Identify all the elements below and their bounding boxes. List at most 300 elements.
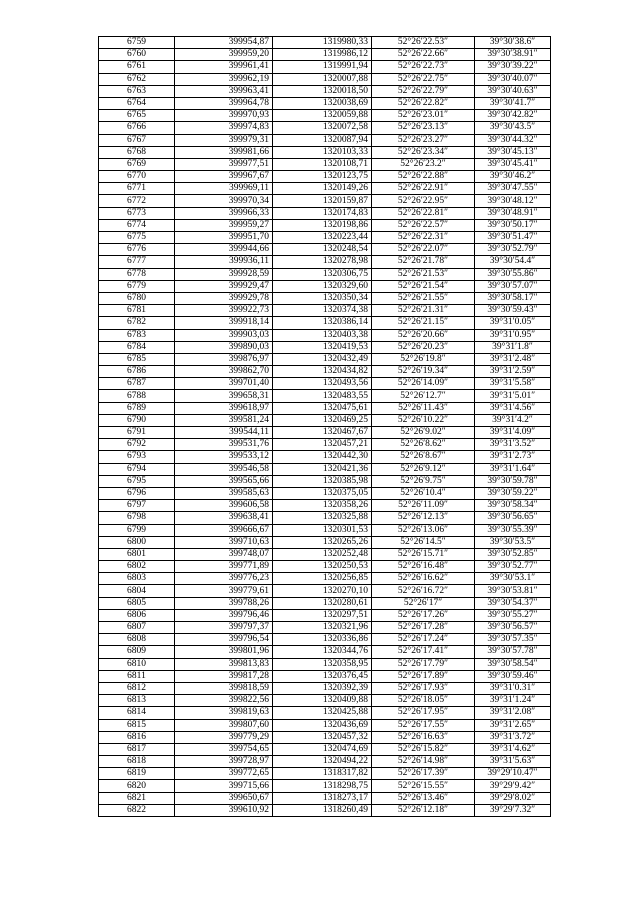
- table-row: [99, 756, 551, 768]
- x-coordinate-cell: 399779,29: [175, 731, 273, 743]
- table-row: [99, 439, 551, 451]
- latitude-cell: 52°26′19.8″: [372, 353, 475, 365]
- point-number-cell: 6802: [99, 561, 175, 573]
- y-coordinate-cell: 1320159,87: [273, 195, 372, 207]
- table-row: [99, 232, 551, 244]
- point-number-cell: 6791: [99, 427, 175, 439]
- point-number-cell: 6819: [99, 768, 175, 780]
- table-row: [99, 268, 551, 280]
- table-row: [99, 512, 551, 524]
- longitude-cell: 39°30′57.35″: [475, 634, 551, 646]
- longitude-cell: 39°31′1.24″: [475, 695, 551, 707]
- longitude-cell: 39°30′47.55″: [475, 183, 551, 195]
- point-number-cell: 6786: [99, 366, 175, 378]
- table-row: [99, 780, 551, 792]
- longitude-cell: 39°31′1.8″: [475, 341, 551, 353]
- table-row: [99, 244, 551, 256]
- y-coordinate-cell: 1320434,82: [273, 366, 372, 378]
- y-coordinate-cell: 1320376,45: [273, 670, 372, 682]
- table-row: [99, 414, 551, 426]
- x-coordinate-cell: 399970,93: [175, 110, 273, 122]
- longitude-cell: 39°30′59.78″: [475, 475, 551, 487]
- latitude-cell: 52°26′17.24″: [372, 634, 475, 646]
- y-coordinate-cell: 1320108,71: [273, 158, 372, 170]
- y-coordinate-cell: 1318298,75: [273, 780, 372, 792]
- x-coordinate-cell: 399822,56: [175, 695, 273, 707]
- latitude-cell: 52°26′19.34″: [372, 366, 475, 378]
- longitude-cell: 39°30′38.91″: [475, 49, 551, 61]
- latitude-cell: 52°26′10.4″: [372, 487, 475, 499]
- x-coordinate-cell: 399650,67: [175, 792, 273, 804]
- latitude-cell: 52°26′10.22″: [372, 414, 475, 426]
- latitude-cell: 52°26′23.2″: [372, 158, 475, 170]
- y-coordinate-cell: 1319980,33: [273, 37, 372, 49]
- table-row: [99, 427, 551, 439]
- longitude-cell: 39°30′53.1″: [475, 573, 551, 585]
- point-number-cell: 6789: [99, 402, 175, 414]
- y-coordinate-cell: 1320442,30: [273, 451, 372, 463]
- y-coordinate-cell: 1320252,48: [273, 548, 372, 560]
- latitude-cell: 52°26′18.05″: [372, 695, 475, 707]
- y-coordinate-cell: 1320270,10: [273, 585, 372, 597]
- latitude-cell: 52°26′20.23″: [372, 341, 475, 353]
- table-row: [99, 597, 551, 609]
- x-coordinate-cell: 399974,83: [175, 122, 273, 134]
- point-number-cell: 6816: [99, 731, 175, 743]
- table-row: [99, 195, 551, 207]
- x-coordinate-cell: 399979,31: [175, 134, 273, 146]
- y-coordinate-cell: 1320278,98: [273, 256, 372, 268]
- point-number-cell: 6820: [99, 780, 175, 792]
- table-row: [99, 73, 551, 85]
- latitude-cell: 52°26′13.46″: [372, 792, 475, 804]
- longitude-cell: 39°31′5.58″: [475, 378, 551, 390]
- x-coordinate-cell: 399876,97: [175, 353, 273, 365]
- y-coordinate-cell: 1320038,69: [273, 97, 372, 109]
- longitude-cell: 39°31′2.48″: [475, 353, 551, 365]
- point-number-cell: 6817: [99, 743, 175, 755]
- longitude-cell: 39°31′2.65″: [475, 719, 551, 731]
- latitude-cell: 52°26′16.72″: [372, 585, 475, 597]
- x-coordinate-cell: 399658,31: [175, 390, 273, 402]
- longitude-cell: 39°29′8.02″: [475, 792, 551, 804]
- point-number-cell: 6772: [99, 195, 175, 207]
- longitude-cell: 39°30′46.2″: [475, 171, 551, 183]
- latitude-cell: 52°26′17.39″: [372, 768, 475, 780]
- x-coordinate-cell: 399929,47: [175, 280, 273, 292]
- x-coordinate-cell: 399728,97: [175, 756, 273, 768]
- table-row: [99, 670, 551, 682]
- y-coordinate-cell: 1320493,56: [273, 378, 372, 390]
- y-coordinate-cell: 1320358,26: [273, 500, 372, 512]
- x-coordinate-cell: 399748,07: [175, 548, 273, 560]
- point-number-cell: 6787: [99, 378, 175, 390]
- x-coordinate-cell: 399862,70: [175, 366, 273, 378]
- y-coordinate-cell: 1318260,49: [273, 804, 372, 816]
- latitude-cell: 52°26′14.98″: [372, 756, 475, 768]
- y-coordinate-cell: 1320374,38: [273, 305, 372, 317]
- x-coordinate-cell: 399961,41: [175, 61, 273, 73]
- table-row: [99, 366, 551, 378]
- table-row: [99, 695, 551, 707]
- y-coordinate-cell: 1320018,50: [273, 85, 372, 97]
- y-coordinate-cell: 1320329,60: [273, 280, 372, 292]
- point-number-cell: 6806: [99, 609, 175, 621]
- point-number-cell: 6766: [99, 122, 175, 134]
- x-coordinate-cell: 399819,63: [175, 707, 273, 719]
- table-row: [99, 500, 551, 512]
- latitude-cell: 52°26′12.18″: [372, 804, 475, 816]
- y-coordinate-cell: 1320325,88: [273, 512, 372, 524]
- point-number-cell: 6775: [99, 232, 175, 244]
- x-coordinate-cell: 399929,78: [175, 292, 273, 304]
- longitude-cell: 39°31′4.62″: [475, 743, 551, 755]
- latitude-cell: 52°26′17.93″: [372, 682, 475, 694]
- longitude-cell: 39°30′54.37″: [475, 597, 551, 609]
- x-coordinate-cell: 399936,11: [175, 256, 273, 268]
- x-coordinate-cell: 399962,19: [175, 73, 273, 85]
- longitude-cell: 39°30′50.17″: [475, 219, 551, 231]
- table-row: [99, 524, 551, 536]
- longitude-cell: 39°31′1.64″: [475, 463, 551, 475]
- longitude-cell: 39°30′56.65″: [475, 512, 551, 524]
- longitude-cell: 39°31′5.01″: [475, 390, 551, 402]
- point-number-cell: 6794: [99, 463, 175, 475]
- y-coordinate-cell: 1320344,76: [273, 646, 372, 658]
- table-row: [99, 305, 551, 317]
- y-coordinate-cell: 1318273,17: [273, 792, 372, 804]
- x-coordinate-cell: 399967,67: [175, 171, 273, 183]
- latitude-cell: 52°26′9.75″: [372, 475, 475, 487]
- x-coordinate-cell: 399531,76: [175, 439, 273, 451]
- latitude-cell: 52°26′23.01″: [372, 110, 475, 122]
- point-number-cell: 6779: [99, 280, 175, 292]
- latitude-cell: 52°26′21.31″: [372, 305, 475, 317]
- table-row: [99, 475, 551, 487]
- x-coordinate-cell: 399969,11: [175, 183, 273, 195]
- point-number-cell: 6793: [99, 451, 175, 463]
- y-coordinate-cell: 1320007,88: [273, 73, 372, 85]
- longitude-cell: 39°30′58.54″: [475, 658, 551, 670]
- y-coordinate-cell: 1320386,14: [273, 317, 372, 329]
- table-row: [99, 548, 551, 560]
- y-coordinate-cell: 1320457,21: [273, 439, 372, 451]
- table-row: [99, 536, 551, 548]
- longitude-cell: 39°30′53.5″: [475, 536, 551, 548]
- latitude-cell: 52°26′22.95″: [372, 195, 475, 207]
- table-row: [99, 207, 551, 219]
- point-number-cell: 6783: [99, 329, 175, 341]
- point-number-cell: 6769: [99, 158, 175, 170]
- y-coordinate-cell: 1320336,86: [273, 634, 372, 646]
- longitude-cell: 39°29′7.32″: [475, 804, 551, 816]
- latitude-cell: 52°26′22.82″: [372, 97, 475, 109]
- y-coordinate-cell: 1320385,98: [273, 475, 372, 487]
- table-row: [99, 280, 551, 292]
- table-row: [99, 85, 551, 97]
- x-coordinate-cell: 399638,41: [175, 512, 273, 524]
- longitude-cell: 39°31′2.59″: [475, 366, 551, 378]
- longitude-cell: 39°30′51.47″: [475, 232, 551, 244]
- longitude-cell: 39°31′3.52″: [475, 439, 551, 451]
- table-row: [99, 219, 551, 231]
- table-row: [99, 402, 551, 414]
- latitude-cell: 52°26′15.71″: [372, 548, 475, 560]
- y-coordinate-cell: 1320483,55: [273, 390, 372, 402]
- longitude-cell: 39°30′48.91″: [475, 207, 551, 219]
- point-number-cell: 6765: [99, 110, 175, 122]
- latitude-cell: 52°26′13.06″: [372, 524, 475, 536]
- y-coordinate-cell: 1320123,75: [273, 171, 372, 183]
- latitude-cell: 52°26′22.91″: [372, 183, 475, 195]
- latitude-cell: 52°26′8.67″: [372, 451, 475, 463]
- latitude-cell: 52°26′12.13″: [372, 512, 475, 524]
- y-coordinate-cell: 1320350,34: [273, 292, 372, 304]
- x-coordinate-cell: 399813,83: [175, 658, 273, 670]
- latitude-cell: 52°26′22.88″: [372, 171, 475, 183]
- latitude-cell: 52°26′22.81″: [372, 207, 475, 219]
- table-row: [99, 622, 551, 634]
- x-coordinate-cell: 399903,03: [175, 329, 273, 341]
- point-number-cell: 6773: [99, 207, 175, 219]
- latitude-cell: 52°26′17.28″: [372, 622, 475, 634]
- latitude-cell: 52°26′22.79″: [372, 85, 475, 97]
- x-coordinate-cell: 399544,11: [175, 427, 273, 439]
- point-number-cell: 6798: [99, 512, 175, 524]
- table-row: [99, 378, 551, 390]
- point-number-cell: 6822: [99, 804, 175, 816]
- y-coordinate-cell: 1320248,54: [273, 244, 372, 256]
- longitude-cell: 39°31′4.09″: [475, 427, 551, 439]
- longitude-cell: 39°30′40.07″: [475, 73, 551, 85]
- table-row: [99, 634, 551, 646]
- longitude-cell: 39°31′4.2″: [475, 414, 551, 426]
- x-coordinate-cell: 399922,73: [175, 305, 273, 317]
- x-coordinate-cell: 399788,26: [175, 597, 273, 609]
- y-coordinate-cell: 1320425,88: [273, 707, 372, 719]
- point-number-cell: 6792: [99, 439, 175, 451]
- x-coordinate-cell: 399772,65: [175, 768, 273, 780]
- point-number-cell: 6803: [99, 573, 175, 585]
- y-coordinate-cell: 1320280,61: [273, 597, 372, 609]
- y-coordinate-cell: 1320174,83: [273, 207, 372, 219]
- point-number-cell: 6818: [99, 756, 175, 768]
- table-row: [99, 97, 551, 109]
- longitude-cell: 39°31′5.63″: [475, 756, 551, 768]
- table-row: [99, 463, 551, 475]
- point-number-cell: 6762: [99, 73, 175, 85]
- x-coordinate-cell: 399710,63: [175, 536, 273, 548]
- longitude-cell: 39°31′0.05″: [475, 317, 551, 329]
- longitude-cell: 39°29′10.47″: [475, 768, 551, 780]
- point-number-cell: 6809: [99, 646, 175, 658]
- longitude-cell: 39°30′53.81″: [475, 585, 551, 597]
- coordinates-table: [98, 36, 551, 817]
- point-number-cell: 6795: [99, 475, 175, 487]
- x-coordinate-cell: 399817,28: [175, 670, 273, 682]
- y-coordinate-cell: 1320265,26: [273, 536, 372, 548]
- y-coordinate-cell: 1319986,12: [273, 49, 372, 61]
- longitude-cell: 39°31′4.56″: [475, 402, 551, 414]
- longitude-cell: 39°30′52.77″: [475, 561, 551, 573]
- latitude-cell: 52°26′11.43″: [372, 402, 475, 414]
- y-coordinate-cell: 1320306,75: [273, 268, 372, 280]
- y-coordinate-cell: 1319991,94: [273, 61, 372, 73]
- y-coordinate-cell: 1320474,69: [273, 743, 372, 755]
- point-number-cell: 6788: [99, 390, 175, 402]
- point-number-cell: 6764: [99, 97, 175, 109]
- table-row: [99, 719, 551, 731]
- latitude-cell: 52°26′11.09″: [372, 500, 475, 512]
- y-coordinate-cell: 1320321,96: [273, 622, 372, 634]
- table-row: [99, 37, 551, 49]
- y-coordinate-cell: 1320494,22: [273, 756, 372, 768]
- point-number-cell: 6813: [99, 695, 175, 707]
- longitude-cell: 39°30′54.4″: [475, 256, 551, 268]
- point-number-cell: 6776: [99, 244, 175, 256]
- latitude-cell: 52°26′22.57″: [372, 219, 475, 231]
- coordinates-table-body: [99, 37, 551, 817]
- latitude-cell: 52°26′23.34″: [372, 146, 475, 158]
- longitude-cell: 39°30′42.82″: [475, 110, 551, 122]
- table-row: [99, 341, 551, 353]
- x-coordinate-cell: 399807,60: [175, 719, 273, 731]
- point-number-cell: 6799: [99, 524, 175, 536]
- point-number-cell: 6760: [99, 49, 175, 61]
- latitude-cell: 52°26′16.48″: [372, 561, 475, 573]
- table-row: [99, 792, 551, 804]
- y-coordinate-cell: 1320421,36: [273, 463, 372, 475]
- table-row: [99, 609, 551, 621]
- table-row: [99, 61, 551, 73]
- x-coordinate-cell: 399610,92: [175, 804, 273, 816]
- table-row: [99, 487, 551, 499]
- table-row: [99, 561, 551, 573]
- longitude-cell: 39°30′56.57″: [475, 622, 551, 634]
- point-number-cell: 6801: [99, 548, 175, 560]
- longitude-cell: 39°30′38.6″: [475, 37, 551, 49]
- x-coordinate-cell: 399944,66: [175, 244, 273, 256]
- latitude-cell: 52°26′22.07″: [372, 244, 475, 256]
- table-row: [99, 353, 551, 365]
- latitude-cell: 52°26′21.15″: [372, 317, 475, 329]
- point-number-cell: 6784: [99, 341, 175, 353]
- latitude-cell: 52°26′21.53″: [372, 268, 475, 280]
- x-coordinate-cell: 399796,46: [175, 609, 273, 621]
- point-number-cell: 6807: [99, 622, 175, 634]
- y-coordinate-cell: 1320103,33: [273, 146, 372, 158]
- y-coordinate-cell: 1320198,86: [273, 219, 372, 231]
- table-row: [99, 317, 551, 329]
- y-coordinate-cell: 1320457,32: [273, 731, 372, 743]
- table-row: [99, 158, 551, 170]
- longitude-cell: 39°31′3.72″: [475, 731, 551, 743]
- point-number-cell: 6797: [99, 500, 175, 512]
- latitude-cell: 52°26′22.73″: [372, 61, 475, 73]
- table-row: [99, 292, 551, 304]
- table-row: [99, 146, 551, 158]
- table-row: [99, 731, 551, 743]
- point-number-cell: 6778: [99, 268, 175, 280]
- longitude-cell: 39°30′45.13″: [475, 146, 551, 158]
- longitude-cell: 39°29′9.42″: [475, 780, 551, 792]
- x-coordinate-cell: 399959,27: [175, 219, 273, 231]
- latitude-cell: 52°26′15.55″: [372, 780, 475, 792]
- y-coordinate-cell: 1320419,53: [273, 341, 372, 353]
- x-coordinate-cell: 399796,54: [175, 634, 273, 646]
- y-coordinate-cell: 1320469,25: [273, 414, 372, 426]
- x-coordinate-cell: 399606,58: [175, 500, 273, 512]
- longitude-cell: 39°30′39.22″: [475, 61, 551, 73]
- point-number-cell: 6768: [99, 146, 175, 158]
- table-row: [99, 122, 551, 134]
- table-row: [99, 682, 551, 694]
- x-coordinate-cell: 399771,89: [175, 561, 273, 573]
- longitude-cell: 39°30′43.5″: [475, 122, 551, 134]
- point-number-cell: 6812: [99, 682, 175, 694]
- x-coordinate-cell: 399754,65: [175, 743, 273, 755]
- table-row: [99, 658, 551, 670]
- table-row: [99, 256, 551, 268]
- point-number-cell: 6781: [99, 305, 175, 317]
- latitude-cell: 52°26′22.66″: [372, 49, 475, 61]
- table-row: [99, 134, 551, 146]
- latitude-cell: 52°26′17.95″: [372, 707, 475, 719]
- x-coordinate-cell: 399666,67: [175, 524, 273, 536]
- point-number-cell: 6763: [99, 85, 175, 97]
- longitude-cell: 39°31′0.31″: [475, 682, 551, 694]
- latitude-cell: 52°26′17.79″: [372, 658, 475, 670]
- point-number-cell: 6815: [99, 719, 175, 731]
- longitude-cell: 39°30′58.17″: [475, 292, 551, 304]
- y-coordinate-cell: 1320250,53: [273, 561, 372, 573]
- latitude-cell: 52°26′15.82″: [372, 743, 475, 755]
- latitude-cell: 52°26′14.09″: [372, 378, 475, 390]
- table-row: [99, 171, 551, 183]
- x-coordinate-cell: 399818,59: [175, 682, 273, 694]
- x-coordinate-cell: 399890,03: [175, 341, 273, 353]
- longitude-cell: 39°30′55.86″: [475, 268, 551, 280]
- latitude-cell: 52°26′22.31″: [372, 232, 475, 244]
- latitude-cell: 52°26′21.78″: [372, 256, 475, 268]
- longitude-cell: 39°30′45.41″: [475, 158, 551, 170]
- x-coordinate-cell: 399565,66: [175, 475, 273, 487]
- y-coordinate-cell: 1320072,58: [273, 122, 372, 134]
- point-number-cell: 6777: [99, 256, 175, 268]
- table-row: [99, 804, 551, 816]
- x-coordinate-cell: 399977,51: [175, 158, 273, 170]
- y-coordinate-cell: 1320392,39: [273, 682, 372, 694]
- longitude-cell: 39°30′44.32″: [475, 134, 551, 146]
- x-coordinate-cell: 399959,20: [175, 49, 273, 61]
- longitude-cell: 39°30′48.12″: [475, 195, 551, 207]
- y-coordinate-cell: 1320409,88: [273, 695, 372, 707]
- latitude-cell: 52°26′14.5″: [372, 536, 475, 548]
- x-coordinate-cell: 399964,78: [175, 97, 273, 109]
- latitude-cell: 52°26′23.27″: [372, 134, 475, 146]
- latitude-cell: 52°26′21.55″: [372, 292, 475, 304]
- longitude-cell: 39°30′58.34″: [475, 500, 551, 512]
- table-row: [99, 390, 551, 402]
- table-row: [99, 183, 551, 195]
- table-row: [99, 585, 551, 597]
- longitude-cell: 39°31′2.73″: [475, 451, 551, 463]
- latitude-cell: 52°26′21.54″: [372, 280, 475, 292]
- x-coordinate-cell: 399585,63: [175, 487, 273, 499]
- x-coordinate-cell: 399981,66: [175, 146, 273, 158]
- x-coordinate-cell: 399533,12: [175, 451, 273, 463]
- longitude-cell: 39°30′57.07″: [475, 280, 551, 292]
